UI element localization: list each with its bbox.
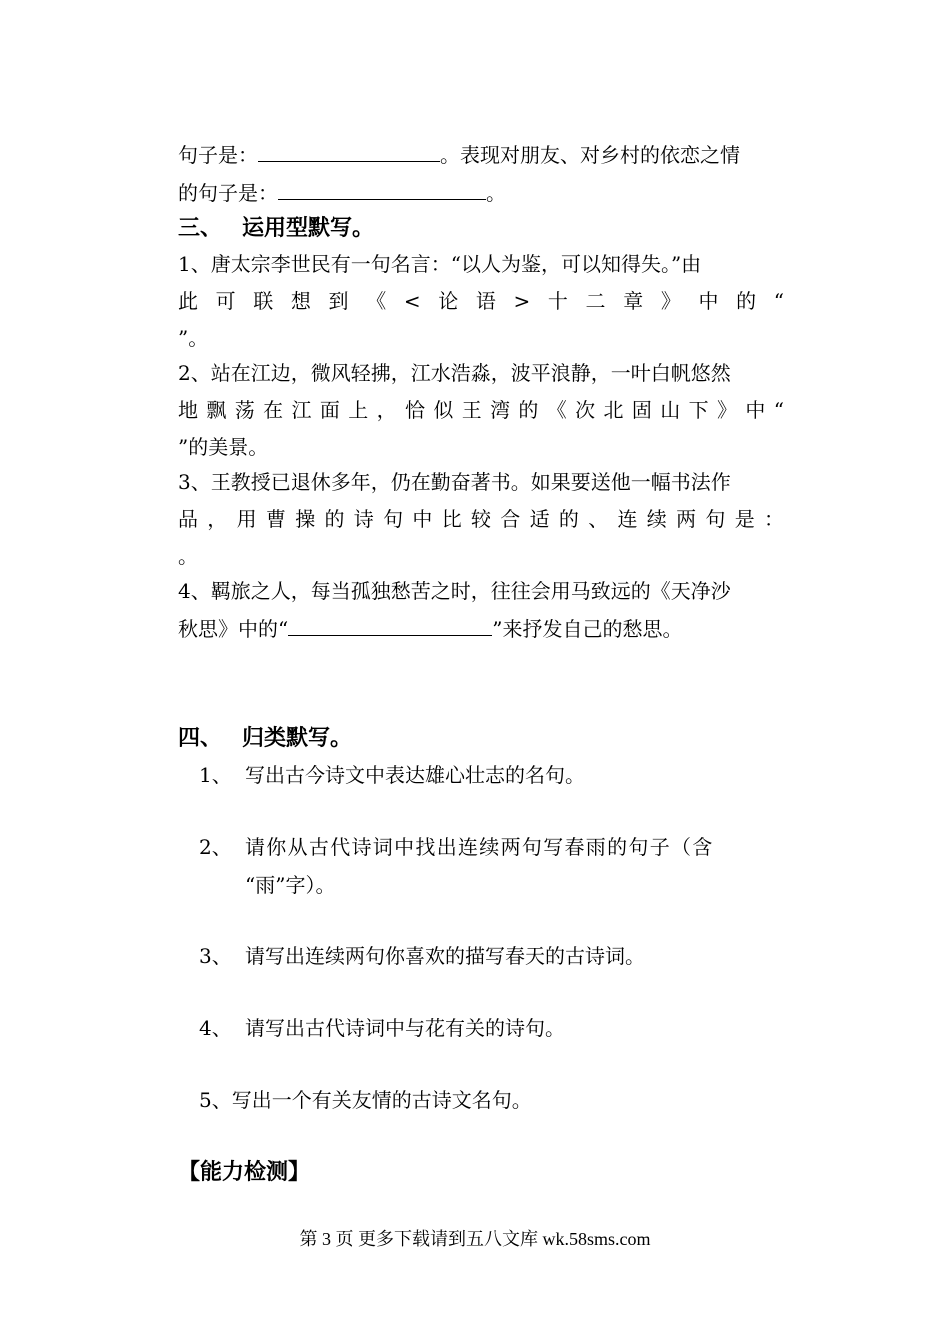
heading-number: 四、 [178,726,223,751]
intro-text: 的句子是： [178,181,278,205]
item-number: 1、 [199,763,232,787]
intro-text: 。表现对朋友、对乡村的依恋之情 [440,143,740,167]
section-4-heading [178,724,352,754]
item-number: 5、 [199,1088,232,1112]
answer-blank[interactable] [288,615,492,636]
intro-line-2 [178,179,784,207]
list-item [199,942,645,970]
q1-line-1: 1、唐太宗李世民有一句名言：“以人为鉴，可以知得失。”由 [178,252,702,276]
list-item [199,761,585,789]
q4-line-2 [178,615,784,643]
q2-line-1: 2、站在江边，微风轻拂，江水浩淼，波平浪静，一叶白帆悠然 [178,361,731,385]
answer-blank[interactable] [258,141,440,162]
intro-text: 句子是： [178,143,258,167]
q2-line-2: 地飘荡在江面上，恰似王湾的《次北固山下》中“ [178,398,784,422]
heading-text: 归类默写。 [242,726,353,751]
q1-line-2: 此可联想到《<论语>十二章》中的“ [178,289,784,313]
q3-line-3: 。 [178,544,198,568]
q4-line-1: 4、羁旅之人，每当孤独愁苦之时，往往会用马致远的《天净沙 [178,579,731,603]
q2-line-3: ”的美景。 [178,435,269,459]
list-item [199,1086,532,1114]
page-footer: 第 3 页 更多下载请到五八文库 wk.58sms.com [299,1229,651,1249]
item-number: 4、 [199,1016,232,1040]
ability-heading: 【能力检测】 [178,1160,311,1185]
q1-line-3: ”。 [178,326,209,350]
q3-line-2: 品，用曹操的诗句中比较合适的、连续两句是： [178,507,784,531]
section-3-heading [178,214,374,244]
intro-line-1 [178,141,784,169]
q3-line-1: 3、王教授已退休多年，仍在勤奋著书。如果要送他一幅书法作 [178,470,731,494]
heading-number: 三、 [178,216,223,241]
q4-text: 秋思》中的“ [178,617,289,641]
item-text: 写出古今诗文中表达雄心壮志的名句。 [245,763,585,787]
answer-blank[interactable] [278,179,486,200]
item-text: 请写出古代诗词中与花有关的诗句。 [245,1016,565,1040]
item-text: 请你从古代诗词中找出连续两句写春雨的句子（含 [245,835,714,859]
heading-text: 运用型默写。 [242,216,375,241]
list-item [199,833,784,861]
list-item-continuation: “雨”字）。 [245,873,336,897]
item-text: 写出一个有关友情的古诗文名句。 [231,1088,532,1112]
item-text: 请写出连续两句你喜欢的描写春天的古诗词。 [245,944,645,968]
list-item [199,1014,565,1042]
item-number: 3、 [199,944,232,968]
item-number: 2、 [199,835,232,859]
q4-text: ”来抒发自己的愁思。 [492,617,683,641]
intro-text: 。 [486,181,506,205]
